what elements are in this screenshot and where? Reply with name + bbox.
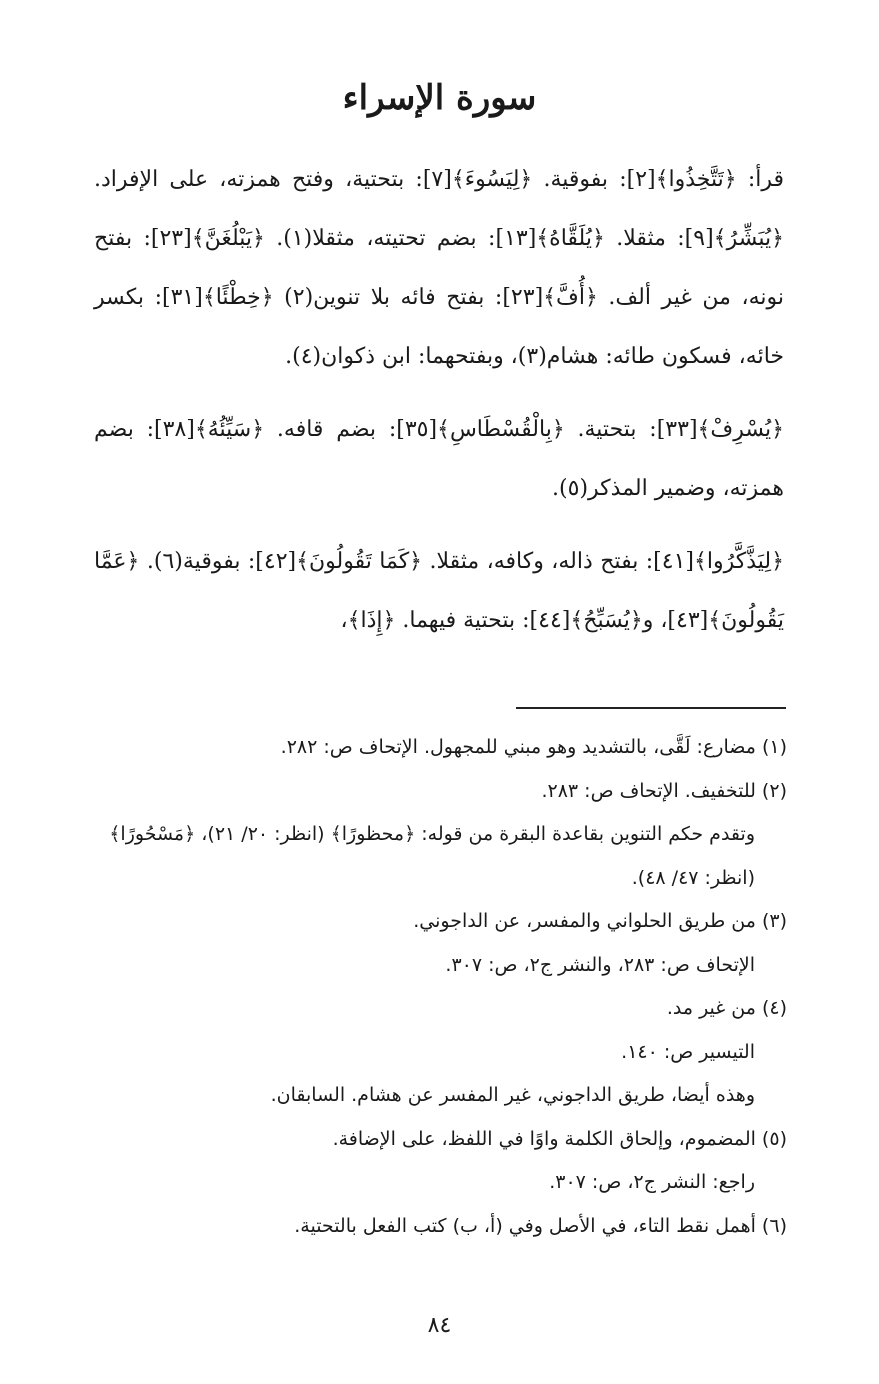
- main-text: [94, 150, 784, 664]
- footnote-2: (٢) للتخفيف. الإتحاف ص: ٢٨٣.: [541, 779, 787, 802]
- footnote-4: (٤) من غير مد.: [666, 997, 787, 1019]
- footnote-2-continuation: وتقدم حكم التنوين بقاعدة البقرة من قوله: ﴿محظورًا﴾ (انظر: ٢٠/ ٢١)، ﴿مَسْحُورًا﴾(انظر: ٤٧/ ٤٨).: [109, 823, 755, 889]
- surah-title: سورة الإسراء: [342, 78, 537, 118]
- footnote-5-reference: راجع: النشر ج٢، ص: ٣٠٧.: [549, 1171, 755, 1193]
- page-number: ٨٤: [427, 1313, 452, 1338]
- footnote-6: (٦) أهمل نقط التاء، في الأصل وفي (أ، ب) كتب الفعل بالتحتية.: [294, 1214, 787, 1237]
- footnote-5: (٥) المضموم، وإلحاق الكلمة واوًا في اللفظ، على الإضافة.: [332, 1127, 787, 1150]
- footnote-3-reference: الإتحاف ص: ٢٨٣، والنشر ج٢، ص: ٣٠٧.: [445, 953, 755, 976]
- paragraph-3: ﴿لِيَذَّكَّرُوا﴾[٤١]: بفتح ذاله، وكافه، مثقلا. ﴿كَمَا تَقُولُونَ﴾[٤٢]: بفوقية(٦). ﴿عَمَّا يَقُولُونَ﴾[٤٣]، و﴿يُسَبِّحُ﴾[٤٤]: بتحتية فيهما. ﴿إِذَا﴾،: [94, 549, 785, 633]
- footnote-4-continuation: وهذه أيضا، طريق الداجوني، غير المفسر عن هشام. السابقان.: [270, 1084, 755, 1106]
- paragraph-2: ﴿يُسْرِفْ﴾[٣٣]: بتحتية. ﴿بِالْقُسْطَاسِ﴾[٣٥]: بضم قافه. ﴿سَيِّئُهُ﴾[٣٨]: بضم همزته، وضمير المذكر(٥).: [94, 417, 784, 501]
- footnote-4-reference: التيسير ص: ١٤٠.: [621, 1040, 755, 1063]
- footnote-3: (٣) من طريق الحلواني والمفسر، عن الداجوني.: [413, 910, 787, 932]
- footnote-divider: [516, 707, 786, 709]
- paragraph-1: قرأ: ﴿تَتَّخِذُوا﴾[٢]: بفوقية. ﴿لِيَسُوءَ﴾[٧]: بتحتية، وفتح همزته، على الإفراد. ﴿يُبَشِّرُ﴾[٩]: مثقلا. ﴿يُلَقَّاهُ﴾[١٣]: بضم تحتيته، مثقلا(١). ﴿يَبْلُغَنَّ﴾[٢٣]: بفتح نونه، من غير ألف. ﴿أُفَّ﴾[٢٣]: بفتح فائه بلا تنوين(٢) ﴿خِطْئًا﴾[٣١]: بكسر خائه، فسكون طائه: هشام(٣)، وبفتحهما: ابن ذكوان(٤).: [94, 167, 785, 369]
- footnotes: [87, 726, 787, 1248]
- footnote-1: (١) مضارع: لَقَّى، بالتشديد وهو مبني للمجهول. الإتحاف ص: ٢٨٢.: [280, 736, 787, 758]
